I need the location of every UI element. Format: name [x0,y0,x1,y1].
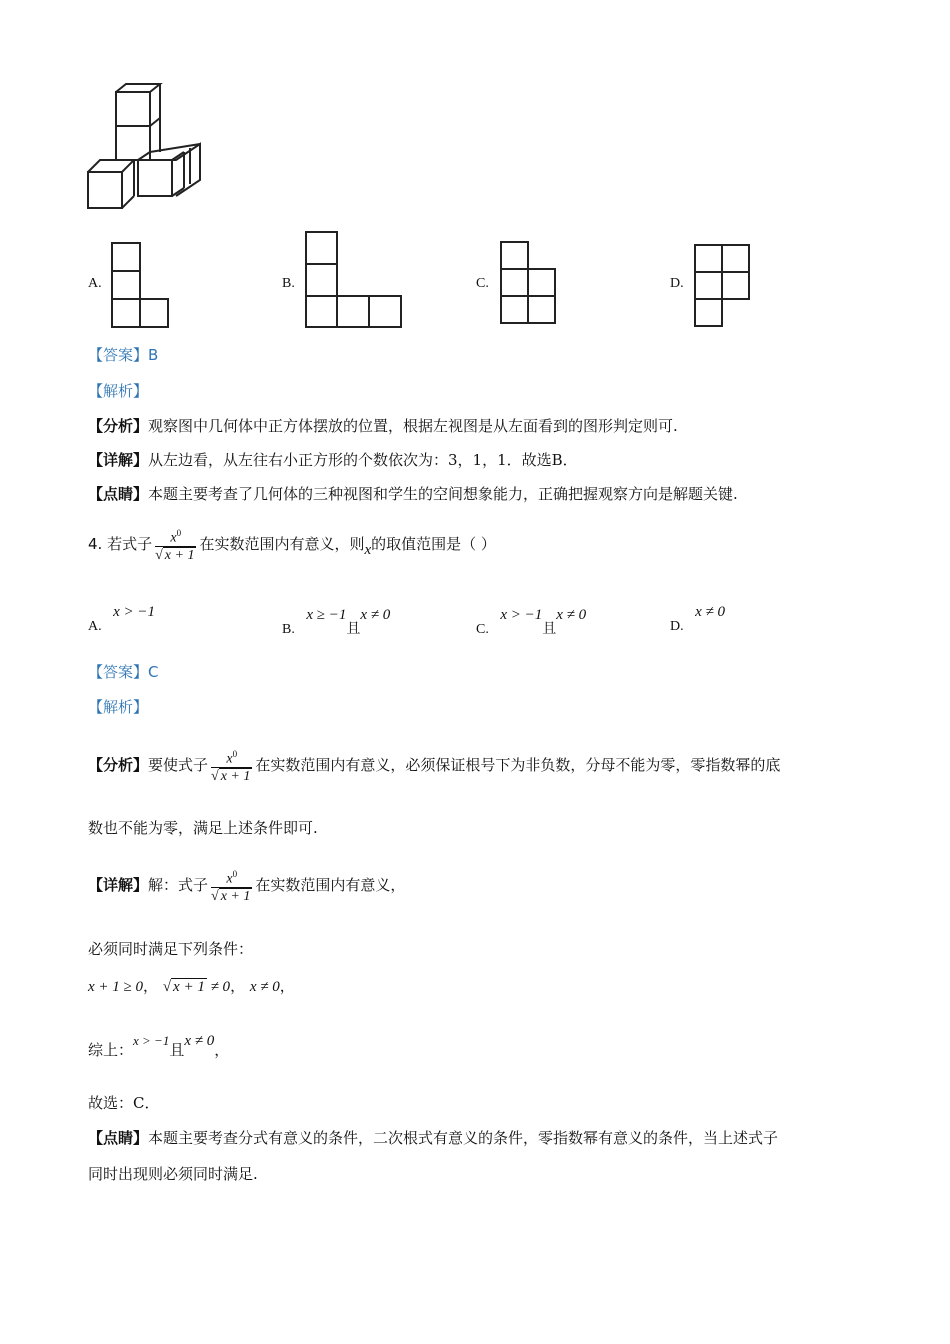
q4-option-d-math: x ≠ 0 [695,604,726,620]
q4-option-b [282,607,391,638]
q3-option-d-figure [694,244,754,330]
q4-analysis [88,697,148,717]
q4-answer-value: C [148,663,159,681]
cube-solid-figure [86,84,206,214]
q3-option-b-label: B. [282,276,295,291]
q3-analysis [88,381,148,401]
q4-option-b-math2: x ≠ 0 [360,607,391,623]
q3-fenxi [88,416,678,436]
q4-fenxi [88,740,780,790]
q3-fenxi-tag: 【分析】 [88,417,149,435]
q3-answer [88,345,158,365]
q3-dianjing-text: 本题主要考查了几何体的三种视图和学生的空间想象能力，正确把握观察方向是解题关键. [148,485,738,503]
q4-sep-3: ， [279,977,295,995]
q3-option-a-label: A. [88,276,102,291]
q4-stem-fraction: $\frac{x^0}{√ x + 1}$ [155,527,195,564]
q4-summary-label: 综上： [88,1041,134,1059]
q3-option-c-figure [500,241,560,327]
q3-option-b-figure [305,231,405,331]
q3-dianjing-tag: 【点睛】 [88,485,149,503]
q4-xiangjie-tag: 【详解】 [88,876,149,894]
q4-stem [88,519,496,569]
q4-sep-1: ， [143,977,159,995]
q4-option-d [670,604,726,635]
q4-option-b-math: x ≥ −1 [306,607,347,623]
q4-cond3: x ≠ 0 [249,979,280,995]
q4-option-a [88,604,156,635]
q4-sep-4: ， [214,1041,230,1059]
q4-number: 4. [88,535,103,553]
q3-option-d-label: D. [670,276,684,291]
q4-dianjing-line1: 本题主要考查分式有意义的条件，二次根式有意义的条件，零指数幂有意义的条件，当上述式子 [148,1129,779,1147]
q3-option-a-figure [111,242,171,330]
q3-answer-tag: 【答案】 [88,346,149,364]
q4-summary [88,1033,230,1061]
q4-option-b-label: B. [282,622,295,637]
q4-cond1: x + 1 ≥ 0 [88,979,144,995]
q4-option-a-label: A. [88,619,102,634]
q4-cond2: √ x + 1 ≠ 0 [162,979,231,995]
q4-fenxi-after: 在实数范围内有意义，必须保证根号下为非负数，分母不能为零，零指数幂的底 [255,756,781,774]
q4-xiangjie [88,860,405,910]
q4-summary-m1: x > −1 [133,1033,170,1048]
q4-stem-before: 若式子 [107,535,153,553]
q3-dianjing [88,484,738,504]
q4-stem-after: 的取值范围是（ ） [371,535,496,553]
q4-option-d-label: D. [670,619,684,634]
q4-analysis-tag: 【解析】 [88,698,149,716]
q3-option-c-label: C. [476,276,489,291]
q4-stem-mid: 在实数范围内有意义，则 [199,535,365,553]
q4-dianjing [88,1128,778,1148]
q4-option-c-and: 且 [542,622,557,637]
q4-xiangjie-after: 在实数范围内有意义， [255,876,406,894]
q4-option-c-math: x > −1 [500,607,543,623]
q4-fenxi-fraction: $\frac{x^0}{√ x + 1}$ [211,748,251,785]
q4-option-c-math2: x ≠ 0 [556,607,587,623]
q3-answer-value: B [148,346,159,364]
q4-conditions [88,976,295,997]
q4-option-c [476,607,587,638]
q4-stem-var: x [364,542,372,558]
q4-answer-tag: 【答案】 [88,663,149,681]
q3-xiangjie-text: 从左边看，从左往右小正方形的个数依次为：3，1，1．故选B． [148,451,578,469]
q4-cond-intro: 必须同时满足下列条件： [88,940,254,958]
q3-xiangjie-tag: 【详解】 [88,451,149,469]
q4-fenxi-line2: 数也不能为零，满足上述条件即可. [88,819,318,837]
q4-dianjing-line2: 同时出现则必须同时满足. [88,1165,258,1183]
q4-option-c-label: C. [476,622,489,637]
q3-fenxi-text: 观察图中几何体中正方体摆放的位置，根据左视图是从左面看到的图形判定则可. [148,417,678,435]
q4-summary-and: 且 [169,1041,185,1059]
q4-option-b-and: 且 [346,622,361,637]
q4-conclude: 故选：C． [88,1094,160,1112]
q4-sep-2: ， [230,977,246,995]
q4-fenxi-before: 要使式子 [148,756,209,774]
q4-option-a-math: x > −1 [113,604,156,620]
q4-summary-m2: x ≠ 0 [184,1033,215,1049]
q4-dianjing-tag: 【点睛】 [88,1129,149,1147]
q4-xiangjie-before: 解：式子 [148,876,209,894]
q4-fenxi-tag: 【分析】 [88,756,149,774]
q3-xiangjie [88,450,578,470]
q4-answer [88,662,159,682]
q4-xiangjie-fraction: $\frac{x^0}{√ x + 1}$ [211,868,251,905]
q3-analysis-tag: 【解析】 [88,382,149,400]
